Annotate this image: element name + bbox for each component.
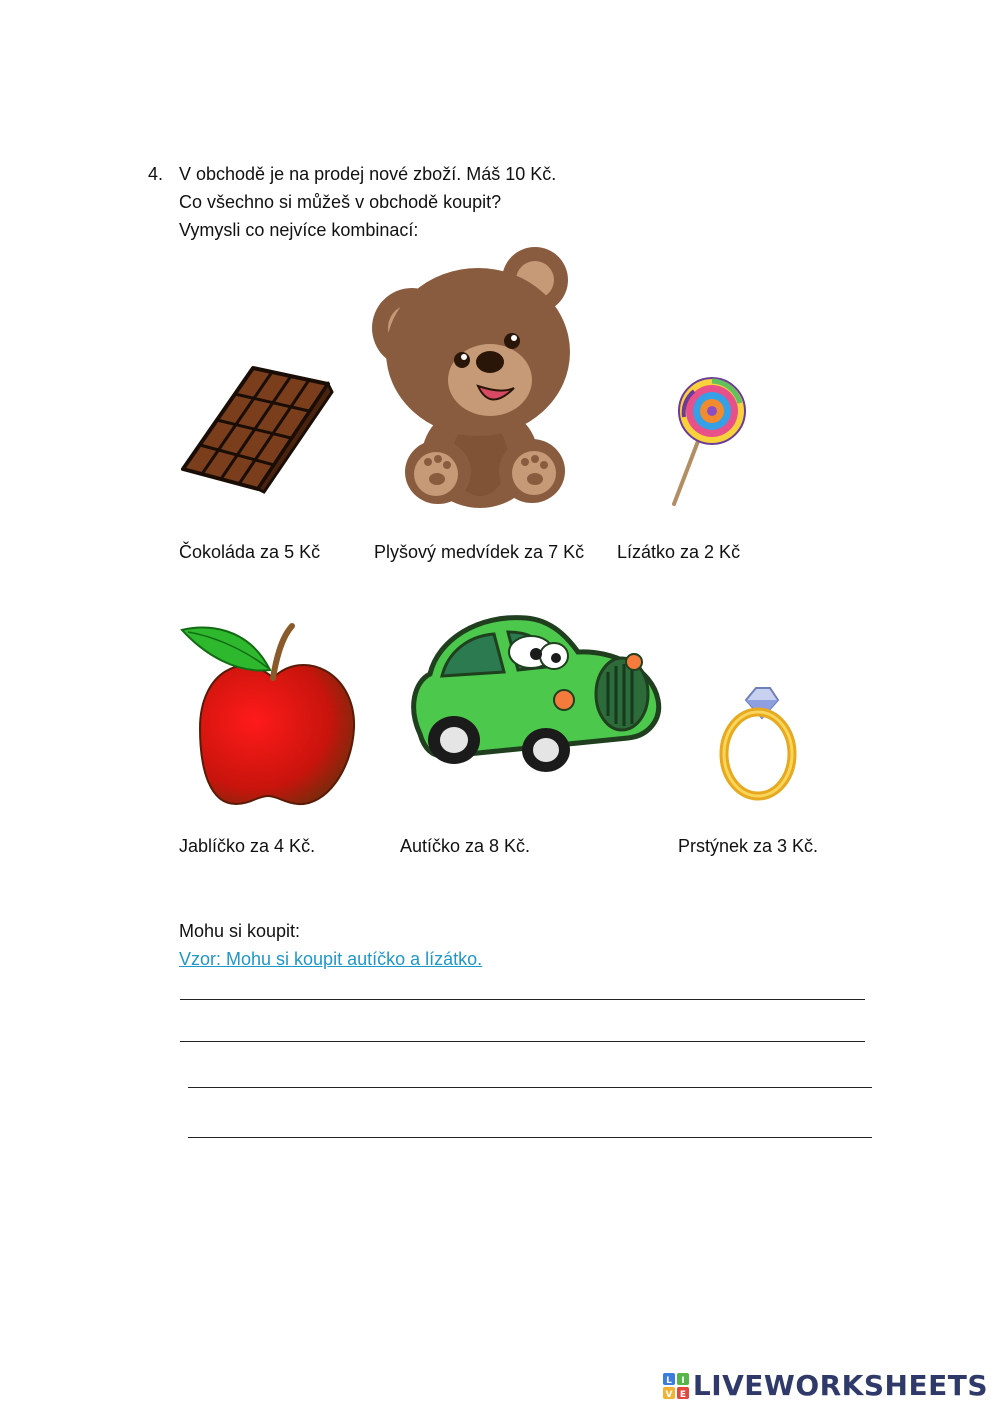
item-label-chocolate: Čokoláda za 5 Kč (179, 542, 321, 562)
item-label-car: Autíčko za 8 Kč. (400, 836, 531, 856)
teddy-bear-icon (370, 246, 590, 508)
apple-icon (178, 620, 358, 808)
task-line-3: Vymysli co nejvíce kombinací: (179, 220, 419, 240)
answer-line-1[interactable] (180, 999, 865, 1000)
task-line-2: Co všechno si můžeš v obchodě koupit? (179, 192, 502, 212)
task-line-1: V obchodě je na prodej nové zboží. Máš 10 Kč. (179, 164, 557, 184)
logo-letter-e: E (679, 1389, 686, 1400)
logo-letter-l: L (666, 1375, 672, 1386)
item-label-lollipop: Lízátko za 2 Kč (617, 542, 741, 562)
answer-line-2[interactable] (180, 1041, 865, 1042)
answer-line-3[interactable] (188, 1087, 872, 1088)
brand-text: LIVEWORKSHEETS (692, 1369, 988, 1402)
answer-prompt: Mohu si koupit: (179, 921, 301, 941)
toy-car-icon (408, 612, 664, 784)
lollipop-icon (666, 376, 750, 510)
liveworksheets-logo-icon (663, 1373, 689, 1399)
example-link[interactable]: Vzor: Mohu si koupit autíčko a lízátko. (179, 949, 483, 969)
liveworksheets-brand (663, 1369, 988, 1402)
answer-line-4[interactable] (188, 1137, 872, 1138)
ring-icon (716, 682, 800, 800)
item-label-teddy-bear: Plyšový medvídek za 7 Kč (374, 542, 585, 562)
chocolate-bar-icon (178, 364, 338, 494)
item-label-ring: Prstýnek za 3 Kč. (678, 836, 819, 856)
logo-letter-v: V (665, 1389, 673, 1400)
item-label-apple: Jablíčko za 4 Kč. (179, 836, 316, 856)
task-number: 4. (148, 164, 164, 184)
logo-letter-i: I (681, 1375, 685, 1386)
